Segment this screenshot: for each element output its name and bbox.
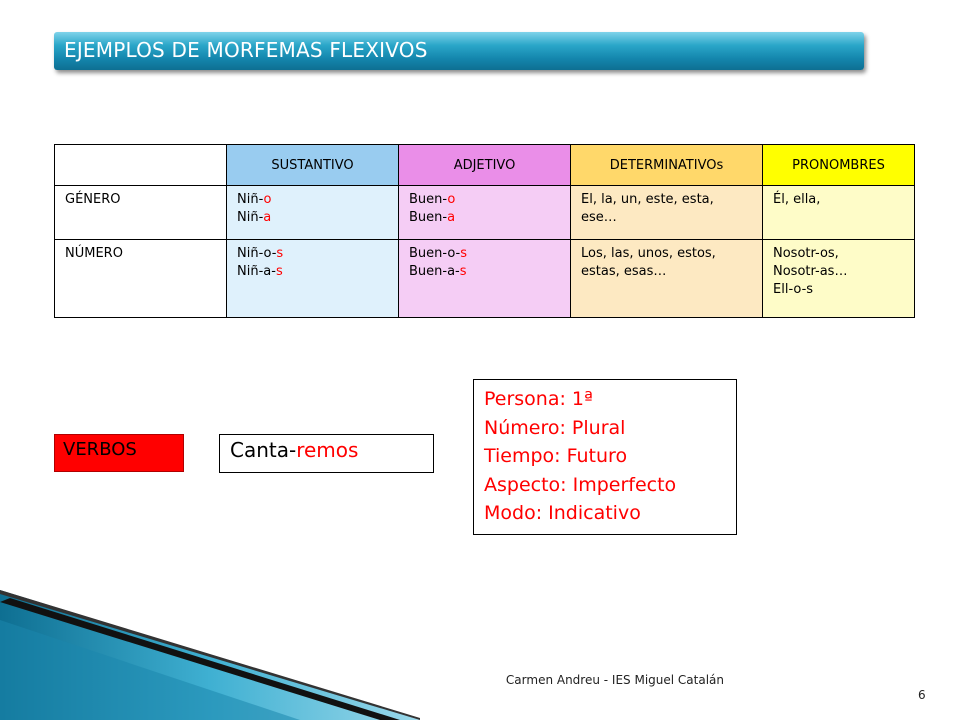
feature-aspecto: Aspecto: Imperfecto (484, 473, 677, 496)
morphemes-table (54, 144, 915, 318)
row-label-genero: GÉNERO (55, 186, 227, 240)
cell-genero-adjetivo (399, 186, 571, 240)
morpheme-line: Niñ-o (237, 192, 272, 207)
morpheme-line: Niñ-o-s (237, 246, 284, 261)
cell-numero-pronombres: Nosotr-os, Nosotr-as… Ell-o-s (763, 240, 915, 318)
verb-features-box (473, 379, 737, 535)
morpheme-line: Buen-o (409, 192, 456, 207)
header-adjetivo: ADJETIVO (399, 145, 571, 186)
feature-numero: Número: Plural (484, 416, 626, 439)
verbos-label: VERBOS (54, 434, 184, 472)
feature-tiempo: Tiempo: Futuro (484, 445, 628, 467)
morpheme-line: Niñ-a (237, 210, 272, 225)
footer-author: Carmen Andreu - IES Miguel Catalán (505, 673, 724, 687)
cell-genero-pronombres: Él, ella, (763, 186, 915, 240)
verb-example-box (219, 434, 434, 473)
cell-genero-determinativos: El, la, un, este, esta, ese… (571, 186, 763, 240)
table-corner-cell (55, 145, 227, 186)
morpheme-line: Niñ-a-s (237, 264, 283, 279)
page-number: 6 (918, 688, 926, 702)
cell-numero-sustantivo (227, 240, 399, 318)
table-row-genero (55, 186, 915, 240)
slide-title: EJEMPLOS DE MORFEMAS FLEXIVOS (64, 38, 428, 62)
cell-genero-sustantivo (227, 186, 399, 240)
row-label-numero: NÚMERO (55, 240, 227, 318)
cell-numero-adjetivo (399, 240, 571, 318)
morpheme-line: Buen-o-s (409, 246, 467, 261)
title-bar (54, 32, 864, 70)
corner-decoration (0, 590, 420, 720)
header-pronombres: PRONOMBRES (763, 145, 915, 186)
feature-persona: Persona: 1ª (484, 388, 593, 410)
header-determinativos: DETERMINATIVOs (571, 145, 763, 186)
morpheme-line: Buen-a (409, 210, 456, 225)
verb-suffix: remos (296, 438, 359, 462)
cell-numero-determinativos: Los, las, unos, estos, estas, esas… (571, 240, 763, 318)
feature-modo: Modo: Indicativo (484, 502, 641, 524)
table-header-row (55, 145, 915, 186)
verb-stem: Canta- (230, 438, 297, 462)
morpheme-line: Buen-a-s (409, 264, 467, 279)
table-row-numero (55, 240, 915, 318)
header-sustantivo: SUSTANTIVO (227, 145, 399, 186)
